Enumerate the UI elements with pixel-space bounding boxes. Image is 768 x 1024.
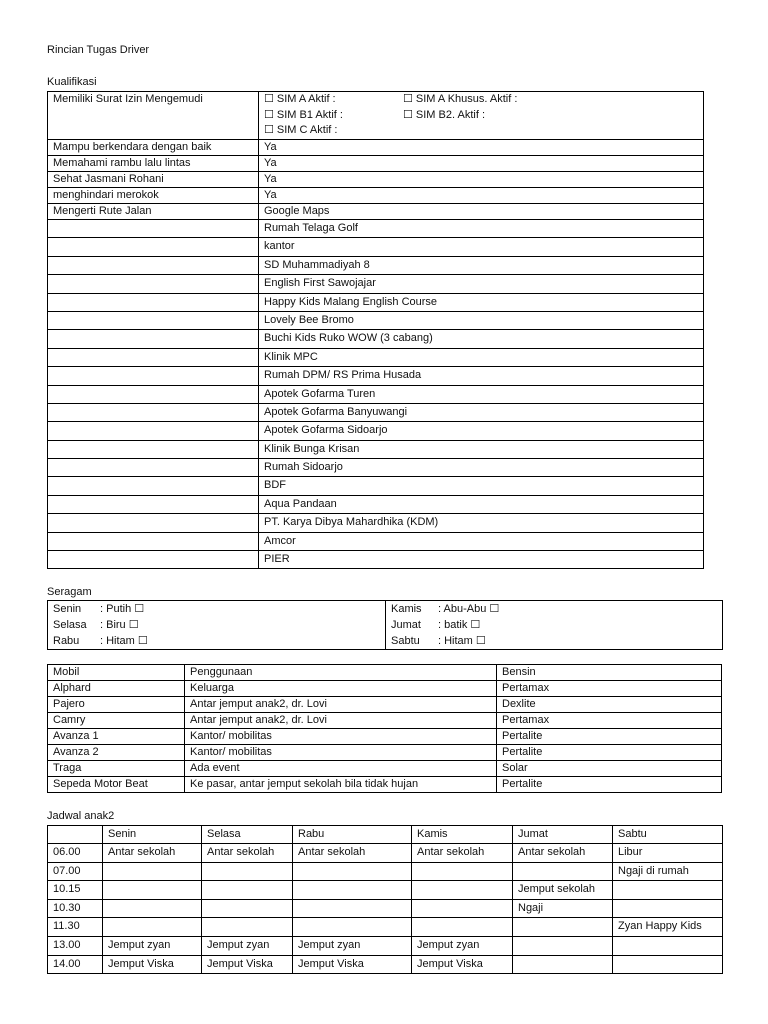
- jadwal-cell: [513, 955, 613, 974]
- mobil-cell: Solar: [497, 761, 722, 777]
- jadwal-cell: [613, 936, 723, 955]
- jadwal-cell: Ngaji: [513, 899, 613, 918]
- kualifikasi-value: Ya: [259, 172, 704, 188]
- jadwal-header-cell: [48, 826, 103, 844]
- jadwal-cell: Antar sekolah: [202, 844, 293, 863]
- mobil-cell: Kantor/ mobilitas: [185, 729, 497, 745]
- seragam-right: [391, 601, 711, 649]
- jadwal-cell: [412, 881, 513, 900]
- route-name: PIER: [259, 551, 704, 569]
- jadwal-cell: Jemput Viska: [293, 955, 412, 974]
- jadwal-table: [47, 825, 723, 974]
- kualifikasi-label: Mampu berkendara dengan baik: [48, 140, 259, 156]
- jadwal-header-cell: Rabu: [293, 826, 412, 844]
- sim-option-a-khusus: ☐ SIM A Khusus. Aktif :: [403, 93, 518, 105]
- mobil-header-row: [48, 665, 722, 681]
- route-name: Aqua Pandaan: [259, 495, 704, 513]
- mobil-header-cell: Bensin: [497, 665, 722, 681]
- route-empty-cell: [48, 275, 259, 293]
- mobil-cell: Pertalite: [497, 777, 722, 793]
- jadwal-header-cell: Senin: [103, 826, 202, 844]
- mobil-cell: Antar jemput anak2, dr. Lovi: [185, 697, 497, 713]
- jadwal-cell: [293, 862, 412, 881]
- route-row: [48, 238, 704, 256]
- mobil-table: [47, 664, 722, 793]
- route-empty-cell: [48, 330, 259, 348]
- jadwal-cell: Jemput zyan: [412, 936, 513, 955]
- seragam-divider: [385, 601, 386, 649]
- route-row: [48, 348, 704, 366]
- route-empty-cell: [48, 293, 259, 311]
- mobil-cell: Keluarga: [185, 681, 497, 697]
- kualifikasi-heading: Kualifikasi: [47, 76, 97, 88]
- mobil-cell: Pertamax: [497, 681, 722, 697]
- route-empty-cell: [48, 477, 259, 495]
- seragam-value: : batik ☐: [438, 619, 481, 631]
- document-title: Rincian Tugas Driver: [47, 44, 150, 56]
- route-row: [48, 256, 704, 274]
- mobil-cell: Traga: [48, 761, 185, 777]
- jadwal-cell: [103, 899, 202, 918]
- jadwal-header-cell: Kamis: [412, 826, 513, 844]
- kualifikasi-value: Google Maps: [259, 204, 704, 220]
- seragam-value: : Hitam ☐: [100, 635, 148, 647]
- mobil-row: [48, 681, 722, 697]
- jadwal-row: [48, 955, 723, 974]
- route-row: [48, 220, 704, 238]
- route-empty-cell: [48, 385, 259, 403]
- route-name: Rumah Telaga Golf: [259, 220, 704, 238]
- mobil-cell: Antar jemput anak2, dr. Lovi: [185, 713, 497, 729]
- seragam-value: : Abu-Abu ☐: [438, 603, 500, 615]
- kualifikasi-label: Sehat Jasmani Rohani: [48, 172, 259, 188]
- route-name: English First Sawojajar: [259, 275, 704, 293]
- route-empty-cell: [48, 311, 259, 329]
- mobil-header-cell: Penggunaan: [185, 665, 497, 681]
- mobil-row: [48, 761, 722, 777]
- mobil-cell: Ke pasar, antar jemput sekolah bila tidak hujan: [185, 777, 497, 793]
- route-row: [48, 514, 704, 532]
- route-name: Buchi Kids Ruko WOW (3 cabang): [259, 330, 704, 348]
- seragam-day: Selasa: [53, 619, 87, 631]
- route-row: [48, 403, 704, 421]
- kualifikasi-value: Ya: [259, 140, 704, 156]
- route-empty-cell: [48, 367, 259, 385]
- mobil-cell: Alphard: [48, 681, 185, 697]
- route-empty-cell: [48, 256, 259, 274]
- jadwal-cell: [613, 899, 723, 918]
- jadwal-time: 11.30: [48, 918, 103, 937]
- sim-option-b1: ☐ SIM B1 Aktif :: [264, 108, 343, 121]
- mobil-cell: Camry: [48, 713, 185, 729]
- jadwal-time: 10.15: [48, 881, 103, 900]
- route-row: [48, 330, 704, 348]
- kualifikasi-label: menghindari merokok: [48, 188, 259, 204]
- jadwal-cell: [513, 936, 613, 955]
- kualifikasi-label: Mengerti Rute Jalan: [48, 204, 259, 220]
- jadwal-header-row: [48, 826, 723, 844]
- route-row: [48, 422, 704, 440]
- jadwal-cell: [412, 918, 513, 937]
- route-empty-cell: [48, 532, 259, 550]
- route-row: [48, 440, 704, 458]
- jadwal-time: 06.00: [48, 844, 103, 863]
- jadwal-cell: Jemput Viska: [103, 955, 202, 974]
- mobil-cell: Pajero: [48, 697, 185, 713]
- route-row: [48, 532, 704, 550]
- jadwal-cell: [103, 862, 202, 881]
- jadwal-row: [48, 881, 723, 900]
- jadwal-row: [48, 918, 723, 937]
- kualifikasi-row: [48, 140, 704, 156]
- route-empty-cell: [48, 403, 259, 421]
- seragam-day: Senin: [53, 603, 82, 615]
- jadwal-cell: Antar sekolah: [293, 844, 412, 863]
- jadwal-cell: [103, 881, 202, 900]
- route-row: [48, 293, 704, 311]
- jadwal-cell: [293, 881, 412, 900]
- route-row: [48, 385, 704, 403]
- mobil-header-cell: Mobil: [48, 665, 185, 681]
- route-name: SD Muhammadiyah 8: [259, 256, 704, 274]
- mobil-cell: Pertamax: [497, 713, 722, 729]
- jadwal-cell: [202, 899, 293, 918]
- route-row: [48, 275, 704, 293]
- seragam-value: : Biru ☐: [100, 619, 139, 631]
- jadwal-time: 10.30: [48, 899, 103, 918]
- mobil-row: [48, 777, 722, 793]
- route-name: Lovely Bee Bromo: [259, 311, 704, 329]
- kualifikasi-row: [48, 204, 704, 220]
- seragam-day: Rabu: [53, 635, 80, 647]
- route-name: Klinik Bunga Krisan: [259, 440, 704, 458]
- jadwal-cell: [202, 881, 293, 900]
- mobil-cell: Ada event: [185, 761, 497, 777]
- route-empty-cell: [48, 348, 259, 366]
- jadwal-cell: Jemput Viska: [202, 955, 293, 974]
- jadwal-header-cell: Selasa: [202, 826, 293, 844]
- jadwal-cell: [412, 862, 513, 881]
- jadwal-row: [48, 936, 723, 955]
- route-row: [48, 495, 704, 513]
- jadwal-cell: [202, 918, 293, 937]
- route-name: Rumah Sidoarjo: [259, 459, 704, 477]
- jadwal-cell: Ngaji di rumah: [613, 862, 723, 881]
- jadwal-cell: Antar sekolah: [513, 844, 613, 863]
- jadwal-cell: Jemput zyan: [103, 936, 202, 955]
- route-empty-cell: [48, 495, 259, 513]
- seragam-box: [47, 600, 723, 650]
- jadwal-cell: [103, 918, 202, 937]
- seragam-day: Kamis: [391, 603, 422, 615]
- route-empty-cell: [48, 459, 259, 477]
- route-row: [48, 367, 704, 385]
- route-name: Amcor: [259, 532, 704, 550]
- mobil-cell: Avanza 1: [48, 729, 185, 745]
- jadwal-cell: [412, 899, 513, 918]
- kualifikasi-label: Memahami rambu lalu lintas: [48, 156, 259, 172]
- route-row: [48, 311, 704, 329]
- seragam-day: Jumat: [391, 619, 421, 631]
- jadwal-row: [48, 862, 723, 881]
- mobil-row: [48, 729, 722, 745]
- seragam-heading: Seragam: [47, 586, 92, 598]
- sim-options-cell: [259, 92, 704, 140]
- sim-option-a: ☐ SIM A Aktif :: [264, 93, 336, 105]
- route-row: [48, 459, 704, 477]
- jadwal-cell: [293, 918, 412, 937]
- jadwal-row: [48, 844, 723, 863]
- route-name: Apotek Gofarma Banyuwangi: [259, 403, 704, 421]
- jadwal-cell: [613, 881, 723, 900]
- route-name: PT. Karya Dibya Mahardhika (KDM): [259, 514, 704, 532]
- mobil-row: [48, 697, 722, 713]
- route-row: [48, 551, 704, 569]
- jadwal-time: 14.00: [48, 955, 103, 974]
- route-row: [48, 477, 704, 495]
- jadwal-cell: [202, 862, 293, 881]
- jadwal-cell: [513, 862, 613, 881]
- jadwal-cell: Libur: [613, 844, 723, 863]
- kualifikasi-table: [47, 91, 704, 569]
- kualifikasi-row: [48, 172, 704, 188]
- sim-row: [48, 92, 704, 140]
- mobil-cell: Pertalite: [497, 745, 722, 761]
- route-name: Apotek Gofarma Sidoarjo: [259, 422, 704, 440]
- kualifikasi-value: Ya: [259, 156, 704, 172]
- sim-label: Memiliki Surat Izin Mengemudi: [48, 92, 259, 140]
- mobil-row: [48, 745, 722, 761]
- seragam-left: [53, 601, 373, 649]
- jadwal-cell: Antar sekolah: [103, 844, 202, 863]
- route-empty-cell: [48, 220, 259, 238]
- jadwal-cell: [613, 955, 723, 974]
- kualifikasi-row: [48, 156, 704, 172]
- route-empty-cell: [48, 551, 259, 569]
- mobil-cell: Dexlite: [497, 697, 722, 713]
- mobil-cell: Pertalite: [497, 729, 722, 745]
- route-name: kantor: [259, 238, 704, 256]
- jadwal-header-cell: Jumat: [513, 826, 613, 844]
- route-name: Klinik MPC: [259, 348, 704, 366]
- seragam-value: : Hitam ☐: [438, 635, 486, 647]
- jadwal-time: 13.00: [48, 936, 103, 955]
- seragam-day: Sabtu: [391, 635, 420, 647]
- jadwal-cell: Antar sekolah: [412, 844, 513, 863]
- mobil-cell: Avanza 2: [48, 745, 185, 761]
- route-name: Happy Kids Malang English Course: [259, 293, 704, 311]
- route-name: Apotek Gofarma Turen: [259, 385, 704, 403]
- jadwal-cell: [293, 899, 412, 918]
- route-empty-cell: [48, 238, 259, 256]
- route-empty-cell: [48, 422, 259, 440]
- jadwal-cell: Zyan Happy Kids: [613, 918, 723, 937]
- route-name: Rumah DPM/ RS Prima Husada: [259, 367, 704, 385]
- route-name: BDF: [259, 477, 704, 495]
- seragam-value: : Putih ☐: [100, 603, 145, 615]
- mobil-cell: Kantor/ mobilitas: [185, 745, 497, 761]
- route-empty-cell: [48, 514, 259, 532]
- mobil-cell: Sepeda Motor Beat: [48, 777, 185, 793]
- jadwal-time: 07.00: [48, 862, 103, 881]
- jadwal-cell: [513, 918, 613, 937]
- sim-option-c: ☐ SIM C Aktif :: [264, 124, 338, 136]
- jadwal-cell: Jemput zyan: [202, 936, 293, 955]
- jadwal-heading: Jadwal anak2: [47, 810, 115, 822]
- route-empty-cell: [48, 440, 259, 458]
- jadwal-cell: Jemput sekolah: [513, 881, 613, 900]
- kualifikasi-row: [48, 188, 704, 204]
- jadwal-cell: Jemput zyan: [293, 936, 412, 955]
- kualifikasi-value: Ya: [259, 188, 704, 204]
- jadwal-cell: Jemput Viska: [412, 955, 513, 974]
- sim-option-b2: ☐ SIM B2. Aktif :: [403, 108, 485, 121]
- mobil-row: [48, 713, 722, 729]
- jadwal-row: [48, 899, 723, 918]
- jadwal-header-cell: Sabtu: [613, 826, 723, 844]
